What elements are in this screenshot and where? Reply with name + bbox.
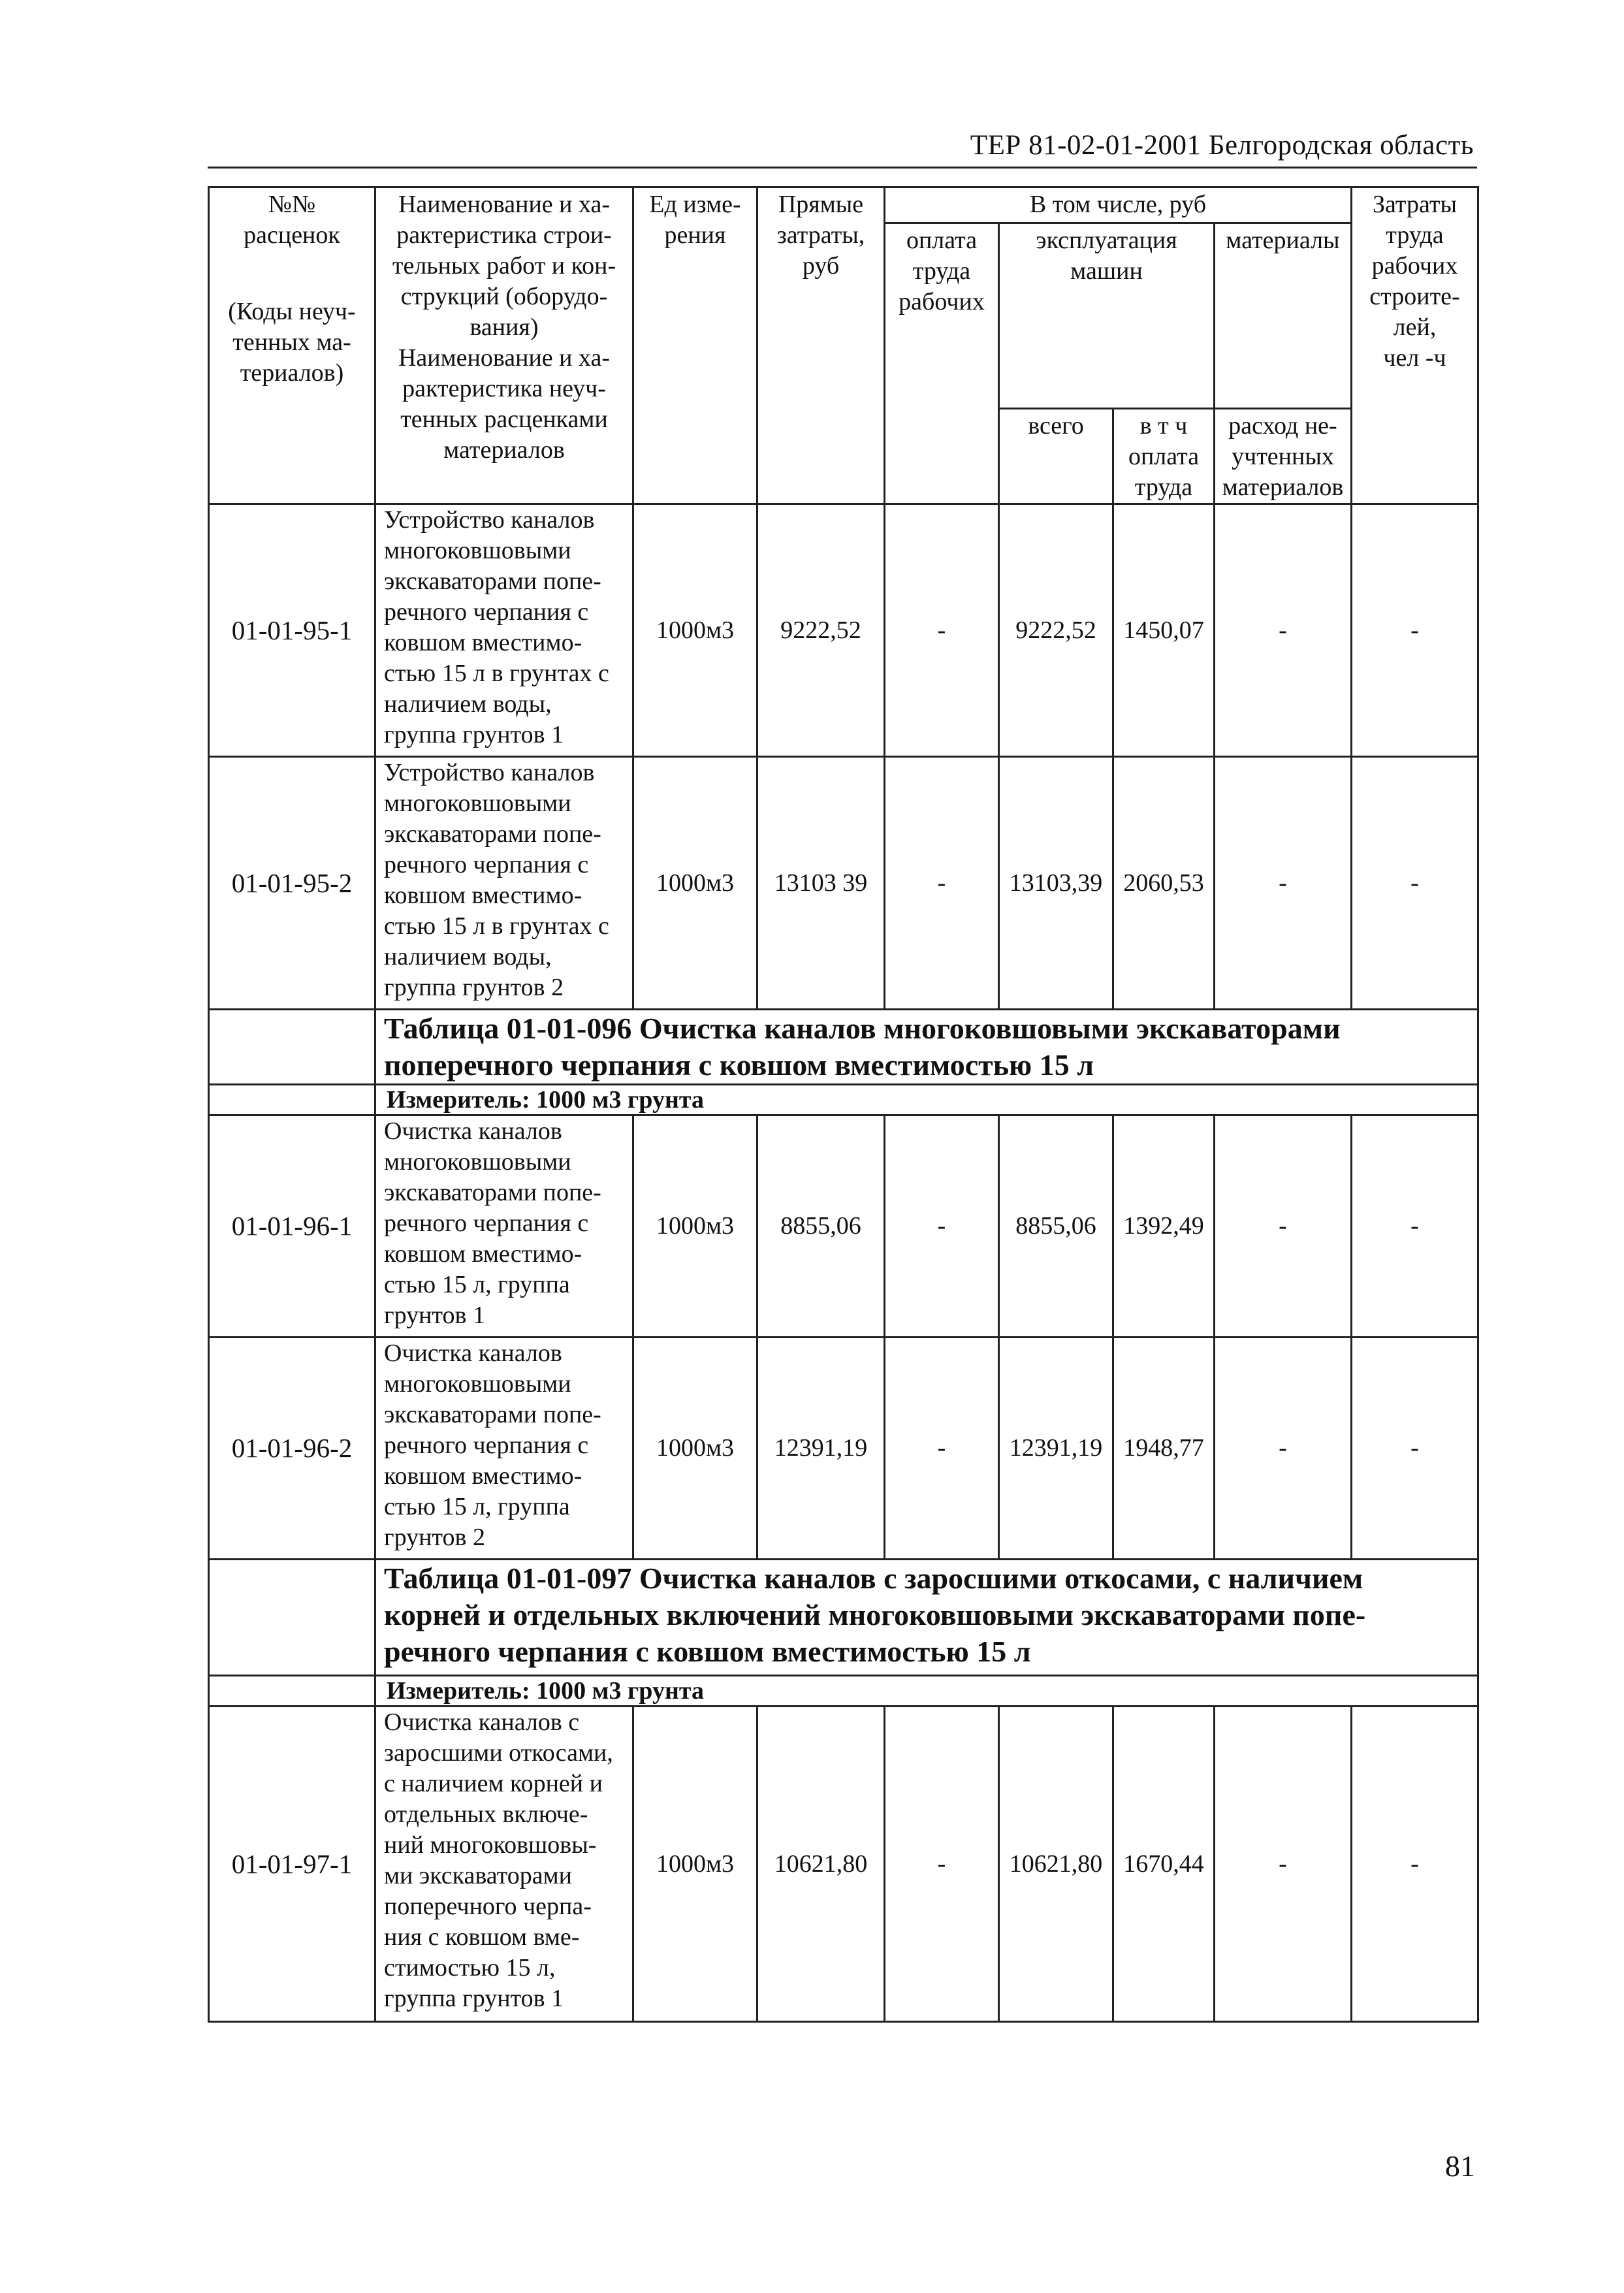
- row-labor-pay: -: [885, 1707, 999, 2022]
- row-machines-labor: 1450,07: [1113, 504, 1215, 757]
- row-materials: -: [1215, 504, 1352, 757]
- header-cell-including: В том числе, руб: [885, 187, 1352, 223]
- section-unit-row: [209, 1085, 1478, 1115]
- header-code-alt-label: (Коды неуч- тенных ма- териалов): [228, 298, 356, 387]
- row-machines-total: 10621,80: [999, 1707, 1113, 2022]
- section-spacer: [209, 1085, 375, 1115]
- page-number: 81: [1445, 2149, 1475, 2183]
- header-rule: [208, 167, 1477, 168]
- row-unit: 1000м3: [633, 1707, 757, 2022]
- row-machines-labor: 1392,49: [1113, 1115, 1215, 1338]
- table-row: [209, 1707, 1478, 2022]
- section-unit: Измеритель: 1000 м3 грунта: [375, 1085, 1478, 1115]
- row-machines-labor: 2060,53: [1113, 757, 1215, 1010]
- row-materials: -: [1215, 757, 1352, 1010]
- row-labor-hours: -: [1352, 504, 1478, 757]
- header-name-alt-label: Наименование и ха- рактеристика неуч- тенных расценками материалов: [398, 344, 611, 464]
- row-machines-labor: 1670,44: [1113, 1707, 1215, 2022]
- row-machines-labor: 1948,77: [1113, 1338, 1215, 1560]
- header-cell-name: [375, 187, 633, 504]
- section-title-row: [209, 1560, 1478, 1676]
- row-labor-hours: -: [1352, 1115, 1478, 1338]
- header-cell-machines-total: всего: [999, 409, 1113, 504]
- row-direct: 13103 39: [757, 757, 885, 1010]
- header-code-label: №№ расценок: [244, 191, 340, 249]
- header-cell-machines: эксплуатация машин: [999, 223, 1215, 409]
- row-labor-pay: -: [885, 1115, 999, 1338]
- table-row: [209, 1338, 1478, 1560]
- row-labor-hours: -: [1352, 757, 1478, 1010]
- row-code: 01-01-96-2: [209, 1338, 375, 1560]
- header-cell-labor-pay: оплата труда рабочих: [885, 223, 999, 504]
- row-name: Очистка каналов многоковшовыми экскаваторами попе- речного черпания с ковшом вместимо- стью 15 л, группа грунтов 1: [375, 1115, 633, 1338]
- row-materials: -: [1215, 1707, 1352, 2022]
- section-spacer: [209, 1010, 375, 1085]
- row-labor-pay: -: [885, 504, 999, 757]
- row-machines-total: 12391,19: [999, 1338, 1113, 1560]
- row-code: 01-01-97-1: [209, 1707, 375, 2022]
- table-row: [209, 757, 1478, 1010]
- header-cell-unit: Ед изме- рения: [633, 187, 757, 504]
- header-cell-materials-alt: расход не- учтенных материалов: [1215, 409, 1352, 504]
- table-header-row: [209, 187, 1478, 223]
- table-row: [209, 504, 1478, 757]
- row-name: Устройство каналов многоковшовыми экскаваторами попе- речного черпания с ковшом вместимо- стью 15 л в грунтах с наличием воды, группа грунтов 1: [375, 504, 633, 757]
- row-materials: -: [1215, 1115, 1352, 1338]
- row-name: Очистка каналов многоковшовыми экскаваторами попе- речного черпания с ковшом вместимо- стью 15 л, группа грунтов 2: [375, 1338, 633, 1560]
- rates-table: [208, 186, 1479, 2023]
- row-labor-pay: -: [885, 757, 999, 1010]
- section-unit-row: [209, 1676, 1478, 1707]
- section-title-row: [209, 1010, 1478, 1085]
- section-spacer: [209, 1676, 375, 1707]
- header-cell-machines-labor: в т ч оплата труда: [1113, 409, 1215, 504]
- section-unit: Измеритель: 1000 м3 грунта: [375, 1676, 1478, 1707]
- section-title: Таблица 01-01-096 Очистка каналов многоковшовыми экскаваторами поперечного черпания с ковшом вместимостью 15 л: [375, 1010, 1478, 1085]
- row-code: 01-01-96-1: [209, 1115, 375, 1338]
- row-labor-hours: -: [1352, 1707, 1478, 2022]
- row-labor-hours: -: [1352, 1338, 1478, 1560]
- section-title: Таблица 01-01-097 Очистка каналов с заросшими откосами, с наличием корней и отдельных включений многоковшовыми экскаваторами попе- речного черпания с ковшом вместимостью 15 л: [375, 1560, 1478, 1676]
- row-direct: 12391,19: [757, 1338, 885, 1560]
- table-row: [209, 1115, 1478, 1338]
- row-unit: 1000м3: [633, 1115, 757, 1338]
- row-unit: 1000м3: [633, 757, 757, 1010]
- header-cell-materials: материалы: [1215, 223, 1352, 409]
- row-direct: 9222,52: [757, 504, 885, 757]
- row-machines-total: 8855,06: [999, 1115, 1113, 1338]
- header-name-label: Наименование и ха- рактеристика строи- тельных работ и кон- струкций (оборудо- вания): [392, 191, 616, 341]
- header-cell-labor-hours: Затраты труда рабочих строите- лей, чел -ч: [1352, 187, 1478, 504]
- row-direct: 10621,80: [757, 1707, 885, 2022]
- row-code: 01-01-95-2: [209, 757, 375, 1010]
- row-unit: 1000м3: [633, 1338, 757, 1560]
- row-materials: -: [1215, 1338, 1352, 1560]
- row-name: Очистка каналов с заросшими откосами, с наличием корней и отдельных включе- ний многоковшовы- ми экскаваторами поперечного черпа- ния с ковшом вме- стимостью 15 л, группа грунтов 1: [375, 1707, 633, 2022]
- row-labor-pay: -: [885, 1338, 999, 1560]
- header-cell-direct: Прямые затраты, руб: [757, 187, 885, 504]
- row-direct: 8855,06: [757, 1115, 885, 1338]
- row-unit: 1000м3: [633, 504, 757, 757]
- section-spacer: [209, 1560, 375, 1676]
- row-code: 01-01-95-1: [209, 504, 375, 757]
- row-machines-total: 13103,39: [999, 757, 1113, 1010]
- header-cell-code: [209, 187, 375, 504]
- row-name: Устройство каналов многоковшовыми экскаваторами попе- речного черпания с ковшом вместимо- стью 15 л в грунтах с наличием воды, группа грунтов 2: [375, 757, 633, 1010]
- row-machines-total: 9222,52: [999, 504, 1113, 757]
- document-header: ТЕР 81-02-01-2001 Белгородская область: [970, 130, 1474, 161]
